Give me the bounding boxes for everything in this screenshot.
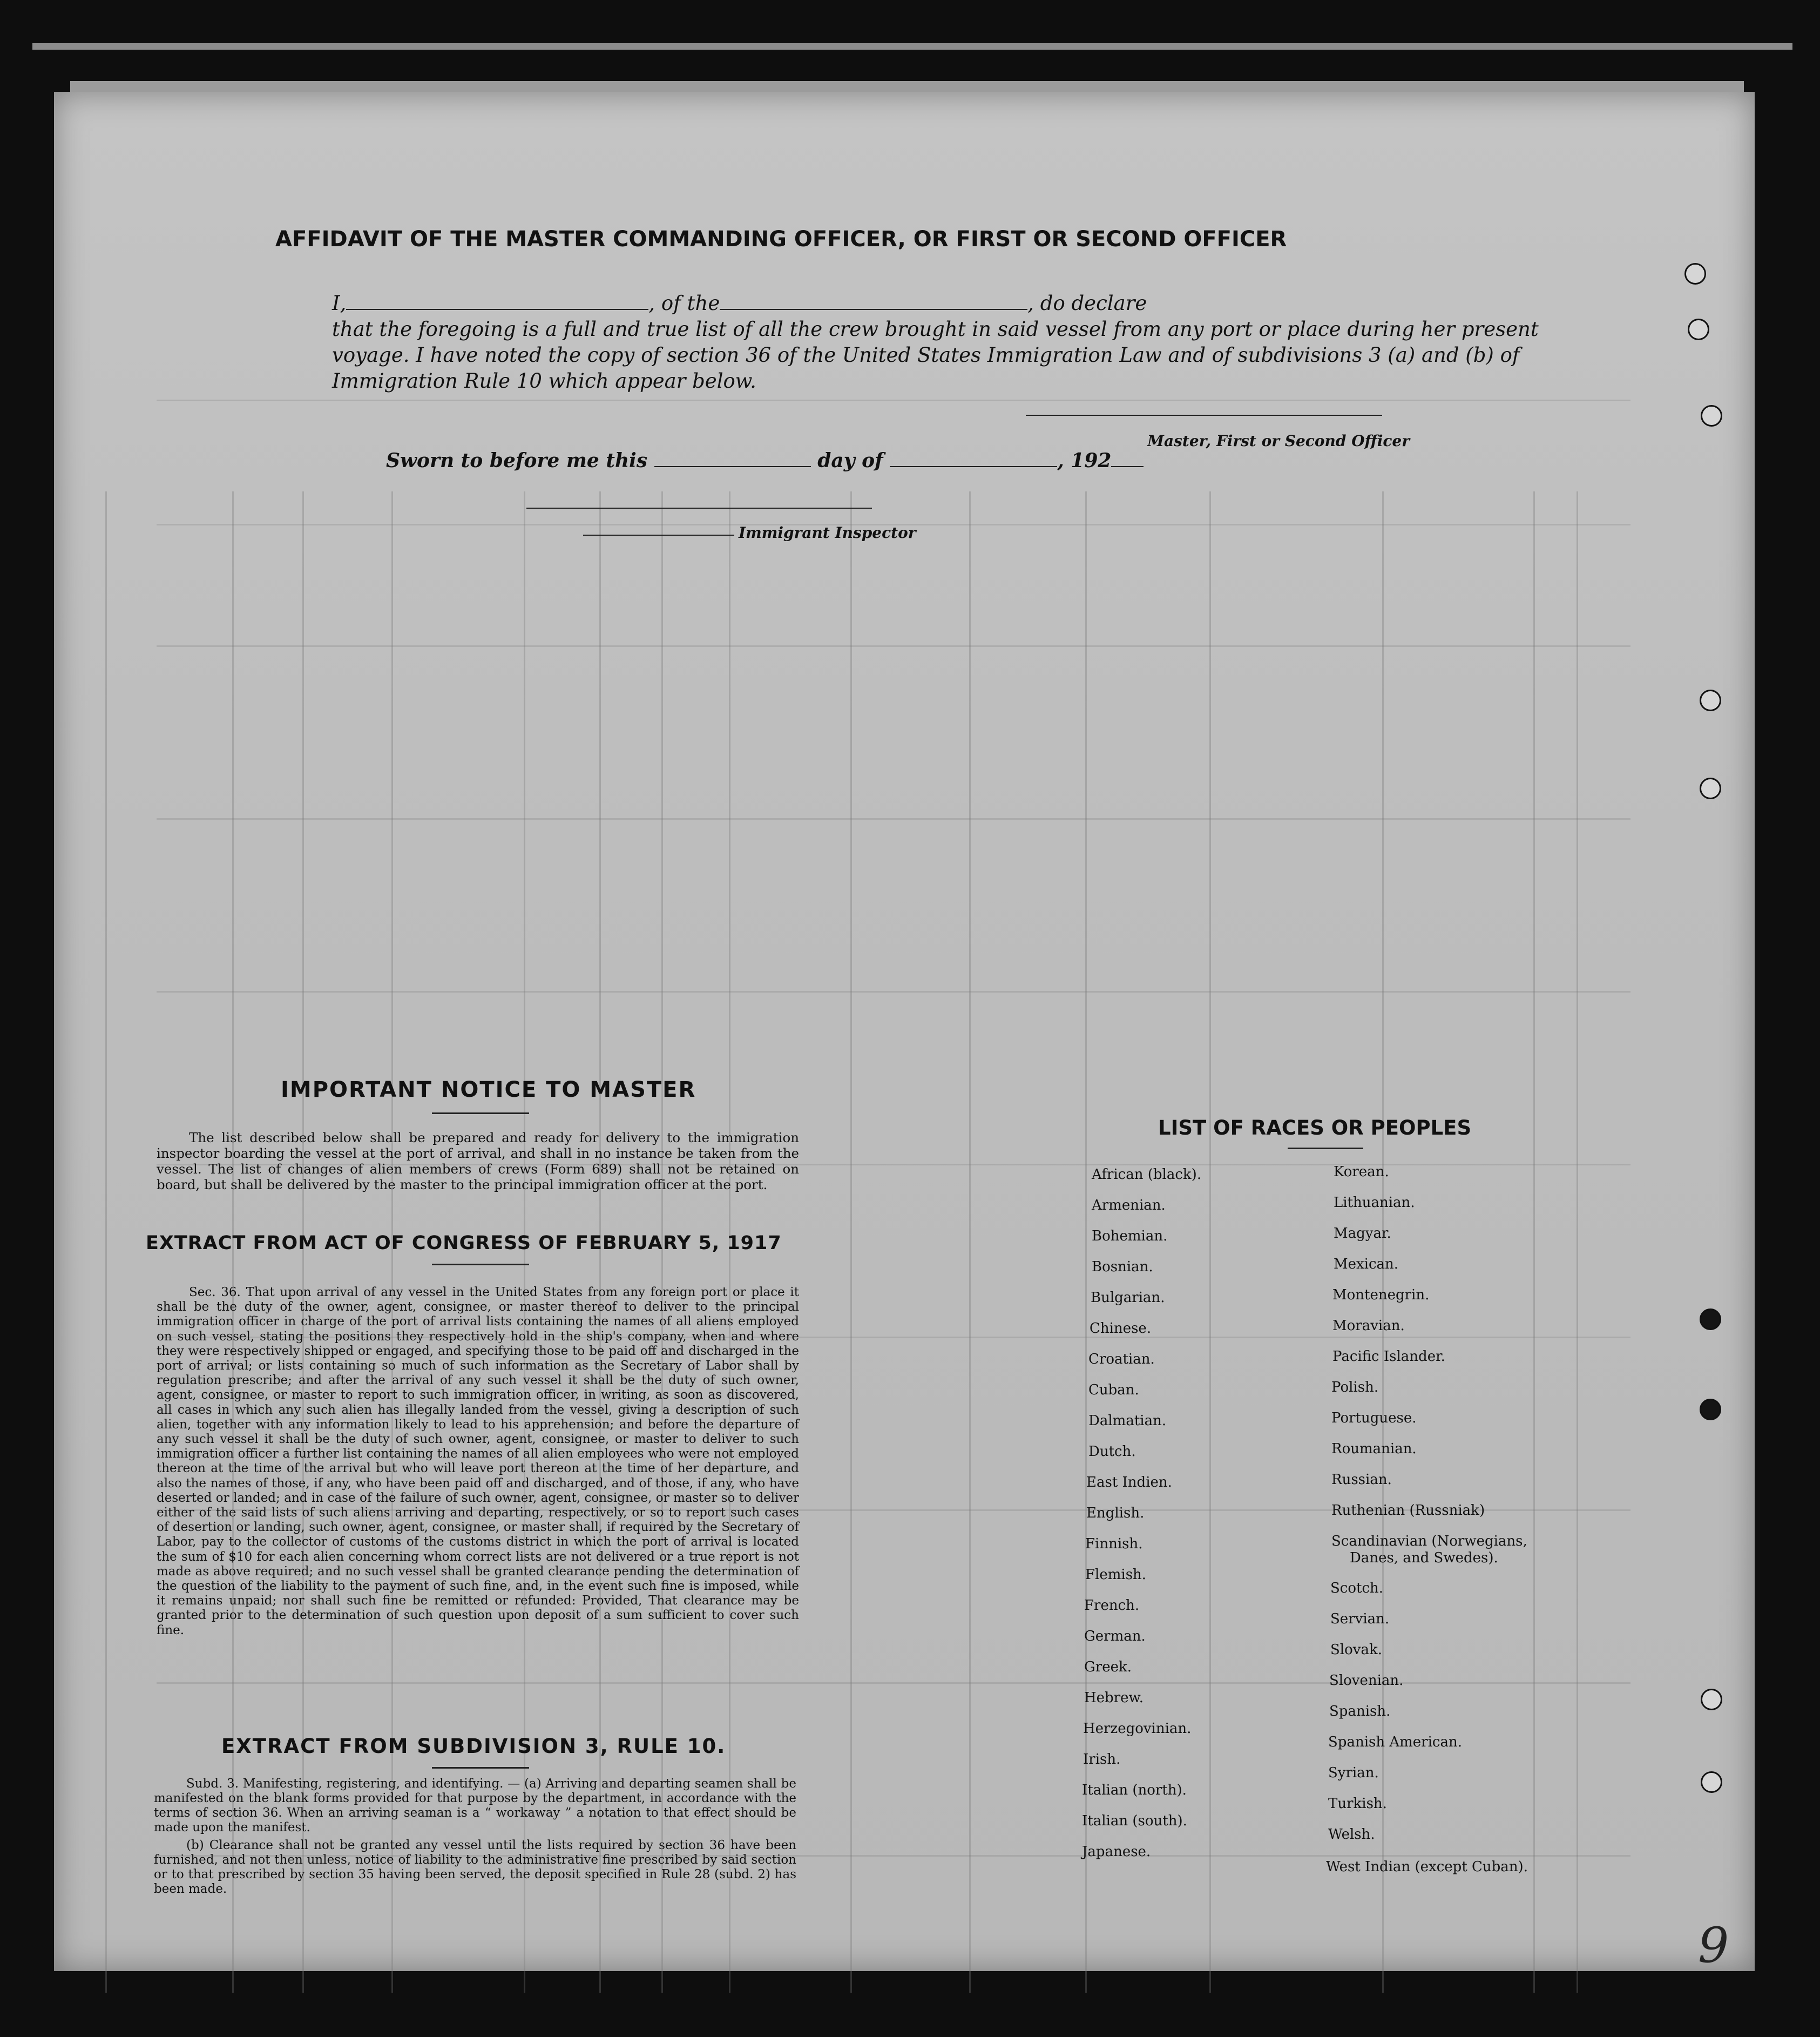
race-left: Herzegovinian. [1083, 1721, 1192, 1737]
name-blank [346, 309, 648, 310]
race-right: Moravian. [1332, 1318, 1405, 1334]
race-left: Hebrew. [1084, 1690, 1144, 1706]
race-right: Lithuanian. [1334, 1195, 1415, 1211]
handwritten-page-number: 9 [1698, 1917, 1729, 1974]
binder-hole [1700, 690, 1721, 711]
race-right: Scandinavian (Norwegians, [1331, 1533, 1527, 1549]
extract-act-rule [432, 1264, 529, 1265]
races-list-rule [1288, 1148, 1363, 1149]
race-right: Magyar. [1334, 1225, 1391, 1242]
race-right: Welsh. [1328, 1826, 1375, 1843]
race-left: Flemish. [1085, 1567, 1147, 1583]
grid-line [105, 491, 107, 1993]
race-left: Croatian. [1088, 1351, 1155, 1367]
race-left: Irish. [1083, 1751, 1121, 1768]
race-left: Bohemian. [1092, 1228, 1168, 1244]
race-left: African (black). [1092, 1166, 1202, 1183]
race-left: German. [1084, 1628, 1146, 1644]
sworn-start: Sworn to before me this [386, 449, 648, 472]
grid-line [1085, 491, 1087, 1993]
affidavit-line-1 [332, 291, 1379, 316]
binder-hole [1701, 405, 1722, 427]
sworn-end: , 192 [1057, 449, 1112, 472]
grid-line [157, 818, 1630, 820]
notice-title: IMPORTANT NOTICE TO MASTER [281, 1077, 696, 1102]
notice-rule [432, 1112, 529, 1114]
race-right: Roumanian. [1331, 1441, 1417, 1457]
binder-hole [1701, 1771, 1722, 1793]
race-right: Syrian. [1328, 1765, 1379, 1781]
race-right: Spanish. [1329, 1703, 1391, 1719]
grid-line [969, 491, 971, 1993]
inspector-signature-line-short [583, 535, 734, 536]
vessel-blank [720, 309, 1027, 310]
sworn-day-blank [654, 466, 811, 467]
race-right: Servian. [1330, 1611, 1390, 1627]
master-signature-label: Master, First or Second Officer [1147, 432, 1410, 450]
sworn-month-blank [890, 466, 1057, 467]
race-left: Finnish. [1085, 1536, 1143, 1552]
binder-hole [1688, 319, 1709, 340]
race-right: Polish. [1331, 1379, 1379, 1395]
grid-line [1209, 491, 1211, 1993]
master-signature-line [1026, 415, 1382, 416]
grid-line [1382, 491, 1384, 1993]
sworn-mid: day of [817, 449, 883, 472]
race-left: Italian (south). [1082, 1813, 1187, 1829]
section-36-text: Sec. 36. That upon arrival of any vessel in the United States from any foreign port or place it shall be the duty of the owner, agent, consignee, or master thereof to deliver to the principal immigration officer in charge of the port of arrival lists containing the names of all aliens employed on such vessel, stating the positions they respectively hold in the ship's company, when and where they were respectively shipped or engaged, and specifying those to be paid off and discharged in the port of arrival; or lists containing so much of such information as the Secretary of Labor shall by regulation prescribe; and after the arrival of any such vessel it shall be the duty of such owner, agent, consignee, or master to report to such immigration officer, in writing, as soon as discovered, all cases in which any such alien has illegally landed from the vessel, giving a description of such alien, together with any information likely to lead to his apprehension; and before the departure of any such vessel it shall be the duty of such owner, agent, consignee, or master to deliver to such immigration officer a further list containing the names of all alien employees who were not employed thereon at the time of the arrival but who will leave port thereon at the time of her departure, and also the names of those, if any, who have been paid off and discharged, and of those, if any, who have deserted or landed; and in case of the failure of such owner, agent, consignee, or master so to deliver either of the said lists of such aliens arriving and departing, respectively, or so to report such cases of desertion or landing, such owner, agent, consignee, or master shall, if required by the Secretary of Labor, pay to the collector of customs of the customs district in which the port of arrival is located the sum of $10 for each alien concerning whom correct lists are not delivered or a true report is not made as above required; and no such vessel shall be granted clearance pending the determination of the question of the liability to the payment of such fine, and, in the event such fine is imposed, while it remains unpaid; nor shall such fine be remitted or refunded: Provided, That clearance may be granted prior to the determination of such question upon deposit of a sum sufficient to cover such fine. [157, 1285, 799, 1637]
race-right: Ruthenian (Russniak) [1331, 1502, 1485, 1519]
inspector-signature-line [526, 508, 872, 509]
race-right: Mexican. [1334, 1256, 1399, 1272]
subdivision-body [154, 1777, 796, 1897]
binder-hole [1684, 263, 1706, 285]
race-left: Italian (north). [1082, 1782, 1187, 1798]
affidavit-line-3: voyage. I have noted the copy of section 36 of the United States Immigration Law and of subdivisions 3 (a) and (b) of [332, 343, 1520, 367]
races-list-title: LIST OF RACES OR PEOPLES [1158, 1116, 1472, 1139]
affidavit-line-1-start: I, [332, 292, 347, 315]
grid-line [157, 1682, 1630, 1684]
race-right: Spanish American. [1328, 1734, 1463, 1750]
grid-line [157, 400, 1630, 401]
subdivision-rule [432, 1767, 529, 1769]
race-right: Russian. [1331, 1472, 1392, 1488]
sworn-year-blank [1111, 466, 1144, 467]
race-left: Dutch. [1088, 1444, 1136, 1460]
stacked-page-edge [32, 43, 1792, 50]
affidavit-line-1-mid: , of the [648, 292, 720, 315]
race-right: Montenegrin. [1332, 1287, 1430, 1303]
race-left: Armenian. [1092, 1197, 1166, 1213]
race-left: French. [1084, 1597, 1140, 1614]
extract-act-title: EXTRACT FROM ACT OF CONGRESS OF FEBRUARY 5, 1917 [146, 1232, 782, 1254]
race-left: Cuban. [1088, 1382, 1139, 1398]
grid-line [157, 645, 1630, 647]
affidavit-line-2: that the foregoing is a full and true list of all the crew brought in said vessel from any port or place during her present [332, 318, 1539, 341]
race-left: Bosnian. [1092, 1259, 1153, 1275]
race-left: Chinese. [1090, 1320, 1152, 1337]
race-left: Dalmatian. [1088, 1413, 1167, 1429]
race-right: Korean. [1334, 1164, 1389, 1180]
race-right: Portuguese. [1331, 1410, 1417, 1426]
sworn-statement [386, 449, 1144, 472]
race-left: Bulgarian. [1091, 1290, 1165, 1306]
race-right: Pacific Islander. [1332, 1348, 1445, 1365]
binder-hole [1701, 1689, 1722, 1710]
race-left: Greek. [1084, 1659, 1132, 1675]
affidavit-body [332, 291, 1539, 394]
race-right: Slovenian. [1329, 1672, 1404, 1689]
race-left: East Indien. [1086, 1474, 1172, 1490]
binder-hole [1700, 1399, 1721, 1420]
subdivision-para-a: Subd. 3. Manifesting, registering, and identifying. — (a) Arriving and departing seamen shall be manifested on the blank forms provided for that purpose by the department, in accordance with the terms of section 36. When an arriving seaman is a “ workaway ” a notation to that effect should be made upon the manifest. [154, 1777, 796, 1834]
subdivision-title: EXTRACT FROM SUBDIVISION 3, RULE 10. [221, 1735, 726, 1758]
race-right: West Indian (except Cuban). [1326, 1859, 1528, 1875]
race-right: Slovak. [1330, 1642, 1382, 1658]
inspector-label: Immigrant Inspector [739, 524, 916, 542]
grid-line [850, 491, 852, 1993]
grid-line [1577, 491, 1578, 1993]
affidavit-line-4: Immigration Rule 10 which appear below. [332, 369, 756, 393]
notice-body: The list described below shall be prepared and ready for delivery to the immigration inspector boarding the vessel at the port of arrival, and shall in no instance be taken from the vessel. The list of changes of alien members of crews (Form 689) shall not be retained on board, but shall be delivered by the master to the principal immigration officer at the port. [157, 1130, 799, 1192]
subdivision-para-b: (b) Clearance shall not be granted any vessel until the lists required by section 36 have been furnished, and not then unless, notice of liability to the administrative fine prescribed by said section or to that prescribed by section 35 having been served, the deposit specified in Rule 28 (subd. 2) has been made. [154, 1838, 796, 1896]
race-right: Scotch. [1330, 1580, 1384, 1596]
race-right: Danes, and Swedes). [1350, 1550, 1498, 1566]
affidavit-line-1-end: , do declare [1027, 292, 1147, 315]
race-right: Turkish. [1328, 1796, 1387, 1812]
binder-hole [1700, 1308, 1721, 1330]
race-left: English. [1086, 1505, 1145, 1521]
affidavit-title: AFFIDAVIT OF THE MASTER COMMANDING OFFICER, OR FIRST OR SECOND OFFICER [275, 227, 1287, 252]
grid-line [1533, 491, 1535, 1993]
race-left: Japanese. [1082, 1844, 1151, 1860]
grid-line [157, 991, 1630, 993]
binder-hole [1700, 778, 1721, 799]
